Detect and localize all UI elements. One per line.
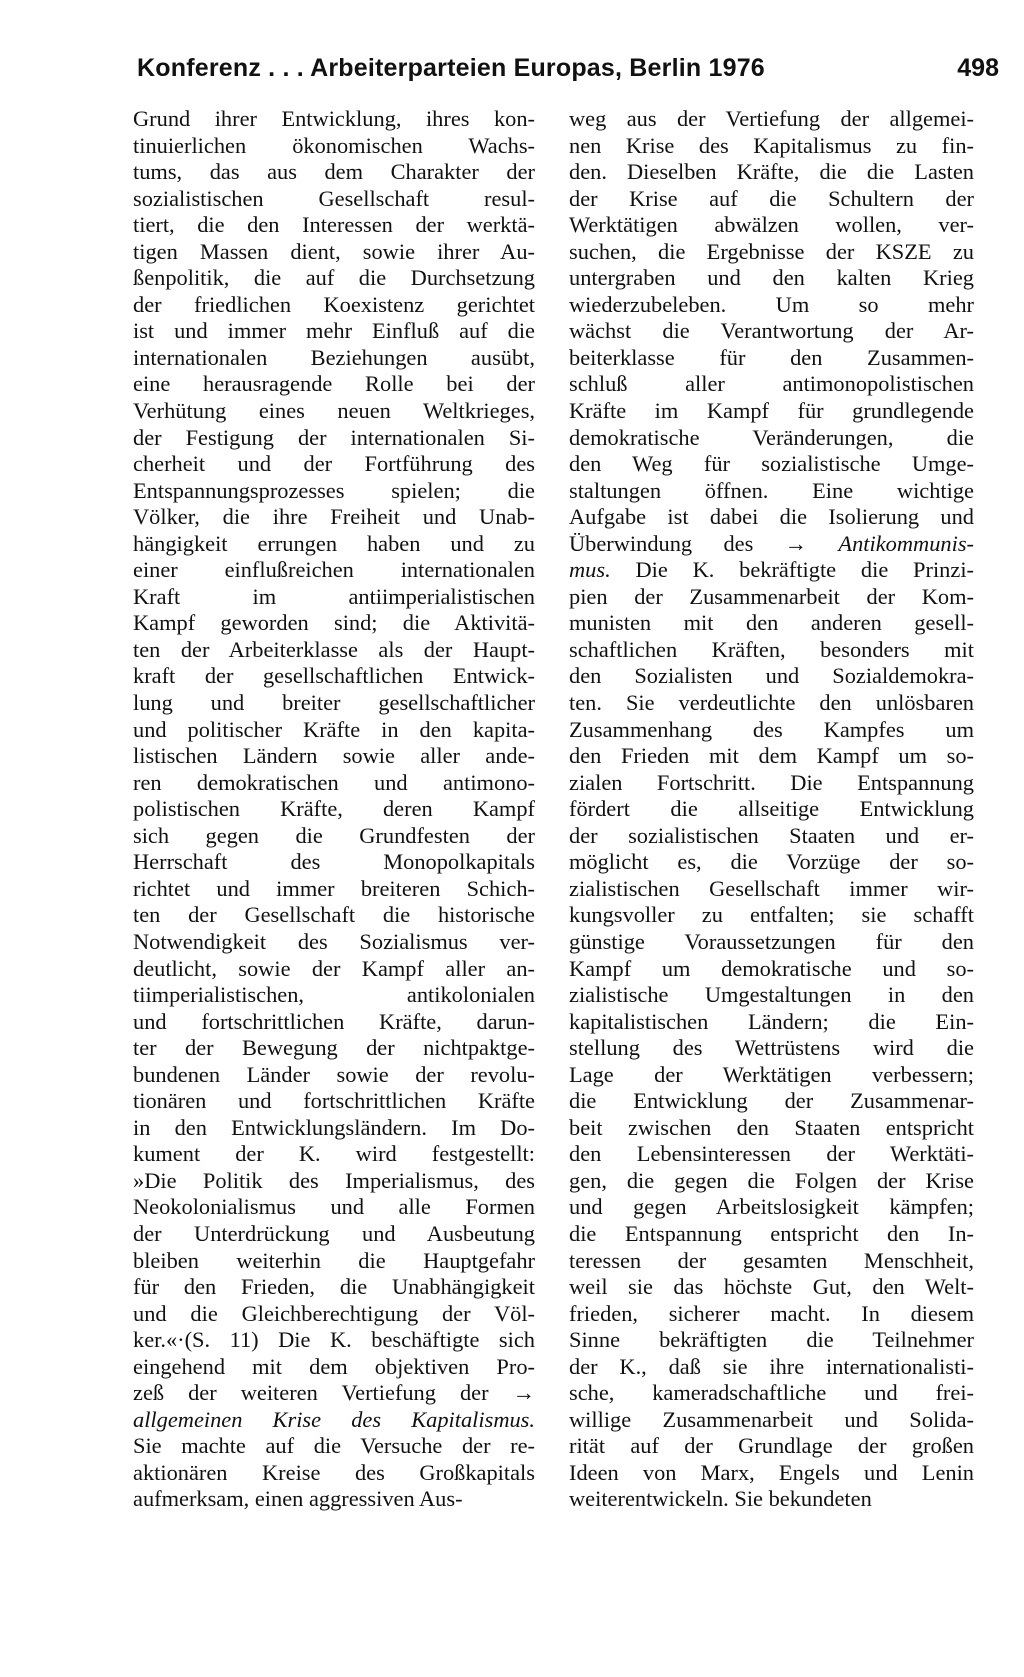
text-line: zialistische Umgestaltungen in den <box>569 982 974 1008</box>
text-line: der Krise auf die Schultern der <box>569 185 974 211</box>
text-line: ren demokratischen und antimono- <box>133 769 535 795</box>
text-line: zialistischen Gesellschaft immer wir- <box>569 875 974 901</box>
text-line: Herrschaft des Monopolkapitals <box>133 849 535 875</box>
text-line: deutlicht, sowie der Kampf aller an- <box>133 955 535 981</box>
text-line: gen, die gegen die Folgen der Krise <box>569 1167 974 1193</box>
text-line: sche, kameradschaftliche und frei- <box>569 1380 974 1406</box>
text-line: willige Zusammenarbeit und Solida- <box>569 1406 974 1432</box>
text-line: zialen Fortschritt. Die Entspannung <box>569 769 974 795</box>
text-line: munisten mit den anderen gesell- <box>569 610 974 636</box>
italic-cross-reference: Antikommunis- <box>838 530 974 556</box>
text-line: wächst die Verantwortung der Ar- <box>569 318 974 344</box>
text-line: Aufgabe ist dabei die Isolierung und <box>569 504 974 530</box>
text-line: frieden, sicherer macht. In diesem <box>569 1300 974 1326</box>
text-line: pien der Zusammenarbeit der Kom- <box>569 583 974 609</box>
text-line: mus. Die K. bekräftigte die Prinzi- <box>569 557 974 583</box>
text-line: stellung des Wettrüstens wird die <box>569 1035 974 1061</box>
text-line: der friedlichen Koexistenz gerichtet <box>133 291 535 317</box>
text-line: teressen der gesamten Menschheit, <box>569 1247 974 1273</box>
text-line: staltungen öffnen. Eine wichtige <box>569 477 974 503</box>
text-line: Verhütung eines neuen Weltkrieges, <box>133 398 535 424</box>
text-line: weil sie das höchste Gut, den Welt- <box>569 1274 974 1300</box>
left-column <box>133 106 535 1513</box>
text-line: und politischer Kräfte in den kapita- <box>133 716 535 742</box>
text-line: untergraben und den kalten Krieg <box>569 265 974 291</box>
text-line: weiterentwickeln. Sie bekundeten <box>569 1486 872 1512</box>
running-head <box>137 54 999 94</box>
text-line: den Weg für sozialistische Umge- <box>569 451 974 477</box>
right-column <box>569 106 974 1513</box>
text-line: tiimperialistischen, antikolonialen <box>133 982 535 1008</box>
italic-cross-reference: allgemeinen Krise des Kapitalismus. <box>133 1406 535 1432</box>
text-line: Sinne bekräftigten die Teilnehmer <box>569 1327 974 1353</box>
text-line: kungsvoller zu entfalten; sie schafft <box>569 902 974 928</box>
text-line: und fortschrittlichen Kräfte, darun- <box>133 1008 535 1034</box>
text-line: und die Gleichberechtigung der Völ- <box>133 1300 535 1326</box>
text-line: lung und breiter gesellschaftlicher <box>133 690 535 716</box>
text-line: günstige Voraussetzungen für den <box>569 928 974 954</box>
text-line: Grund ihrer Entwicklung, ihres kon- <box>133 106 535 131</box>
text-line: demokratische Veränderungen, die <box>569 424 974 450</box>
text-line: möglicht es, die Vorzüge der so- <box>569 849 974 875</box>
text-line: hängigkeit errungen haben und zu <box>133 530 535 556</box>
text-line: ten. Sie verdeutlichte den unlösbaren <box>569 690 974 716</box>
text-line: Sie machte auf die Versuche der re- <box>133 1433 535 1459</box>
text-line: den Frieden mit dem Kampf um so- <box>569 743 974 769</box>
text-line: Kampf geworden sind; die Aktivitä- <box>133 610 535 636</box>
text-line: cherheit und der Fortführung des <box>133 451 535 477</box>
text-line: ist und immer mehr Einfluß auf die <box>133 318 535 344</box>
text-line: tinuierlichen ökonomischen Wachs- <box>133 132 535 158</box>
text-line: in den Entwicklungsländern. Im Do- <box>133 1114 535 1140</box>
text-line: tums, das aus dem Charakter der <box>133 159 535 185</box>
text-line: eine herausragende Rolle bei der <box>133 371 535 397</box>
text-line: beiterklasse für den Zusammen- <box>569 344 974 370</box>
text-line: Ideen von Marx, Engels und Lenin <box>569 1459 974 1485</box>
text-line: tigen Massen dient, sowie ihrer Au- <box>133 238 535 264</box>
text-line: den. Dieselben Kräfte, die die Lasten <box>569 159 974 185</box>
text-line: tiert, die den Interessen der werktä- <box>133 212 535 238</box>
text-line: der Unterdrückung und Ausbeutung <box>133 1220 535 1246</box>
text-line: eingehend mit dem objektiven Pro- <box>133 1353 535 1379</box>
text-line: aufmerksam, einen aggressiven Aus- <box>133 1486 463 1512</box>
text-line: der K., daß sie ihre internationalisti- <box>569 1353 974 1379</box>
text-line: beit zwischen den Staaten entspricht <box>569 1114 974 1140</box>
text-line: bleiben weiterhin die Hauptgefahr <box>133 1247 535 1273</box>
text-line: der Festigung der internationalen Si- <box>133 424 535 450</box>
text-line: Entspannungsprozesses spielen; die <box>133 477 535 503</box>
text-line: für den Frieden, die Unabhängigkeit <box>133 1274 535 1300</box>
text-line: richtet und immer breiteren Schich- <box>133 875 535 901</box>
text-line: Lage der Werktätigen verbessern; <box>569 1061 974 1087</box>
text-line: Zusammenhang des Kampfes um <box>569 716 974 742</box>
text-line: listischen Ländern sowie aller ande- <box>133 743 535 769</box>
text-line: Kraft im antiimperialistischen <box>133 583 535 609</box>
text-line: »Die Politik des Imperialismus, des <box>133 1167 535 1193</box>
text-line: wiederzubeleben. Um so mehr <box>569 291 974 317</box>
text-line: aktionären Kreise des Großkapitals <box>133 1459 535 1485</box>
text-line: fördert die allseitige Entwicklung <box>569 796 974 822</box>
text-line: ter der Bewegung der nichtpaktge- <box>133 1035 535 1061</box>
text-line: einer einflußreichen internationalen <box>133 557 535 583</box>
text-line: die Entwicklung der Zusammenar- <box>569 1088 974 1114</box>
text-line: kraft der gesellschaftlichen Entwick- <box>133 663 535 689</box>
italic-cross-reference: mus. <box>569 557 611 583</box>
text-line: den Sozialisten und Sozialdemokra- <box>569 663 974 689</box>
text-line: nen Krise des Kapitalismus zu fin- <box>569 132 974 158</box>
text-line: Kräfte im Kampf für grundlegende <box>569 398 974 424</box>
text-line: zeß der weiteren Vertiefung der → <box>133 1380 535 1406</box>
text-line: die Entspannung entspricht den In- <box>569 1220 974 1246</box>
text-line: bundenen Länder sowie der revolu- <box>133 1061 535 1087</box>
text-line: kapitalistischen Ländern; die Ein- <box>569 1008 974 1034</box>
text-line: Völker, die ihre Freiheit und Unab- <box>133 504 535 530</box>
text-line: sozialistischen Gesellschaft resul- <box>133 185 535 211</box>
page-number: 498 <box>957 54 999 82</box>
text-line: Notwendigkeit des Sozialismus ver- <box>133 928 535 954</box>
text-line: rität auf der Grundlage der großen <box>569 1433 974 1459</box>
text-line: den Lebensinteressen der Werktäti- <box>569 1141 974 1167</box>
text-line: polistischen Kräfte, deren Kampf <box>133 796 535 822</box>
text-line: tionären und fortschrittlichen Kräfte <box>133 1088 535 1114</box>
text-line: internationalen Beziehungen ausübt, <box>133 344 535 370</box>
text-line: ßenpolitik, die auf die Durchsetzung <box>133 265 535 291</box>
text-line: Kampf um demokratische und so- <box>569 955 974 981</box>
text-line: ten der Arbeiterklasse als der Haupt- <box>133 636 535 662</box>
text-line: weg aus der Vertiefung der allgemei- <box>569 106 974 131</box>
text-line: ker.«·(S. 11) Die K. beschäftigte sich <box>133 1327 535 1353</box>
text-line: suchen, die Ergebnisse der KSZE zu <box>569 238 974 264</box>
text-line: sich gegen die Grundfesten der <box>133 822 535 848</box>
text-line: Neokolonialismus und alle Formen <box>133 1194 535 1220</box>
text-line: ten der Gesellschaft die historische <box>133 902 535 928</box>
text-line: der sozialistischen Staaten und er- <box>569 822 974 848</box>
text-line <box>133 1407 535 1434</box>
text-line: kument der K. wird festgestellt: <box>133 1141 535 1167</box>
text-line: und gegen Arbeitslosigkeit kämpfen; <box>569 1194 974 1220</box>
running-title: Konferenz . . . Arbeiterparteien Europas, Berlin 1976 <box>137 54 765 82</box>
text-line: Überwindung des → Antikommunis- <box>569 530 974 556</box>
text-line: schluß aller antimonopolistischen <box>569 371 974 397</box>
text-line: Werktätigen abwälzen wollen, ver- <box>569 212 974 238</box>
text-line: schaftlichen Kräften, besonders mit <box>569 636 974 662</box>
